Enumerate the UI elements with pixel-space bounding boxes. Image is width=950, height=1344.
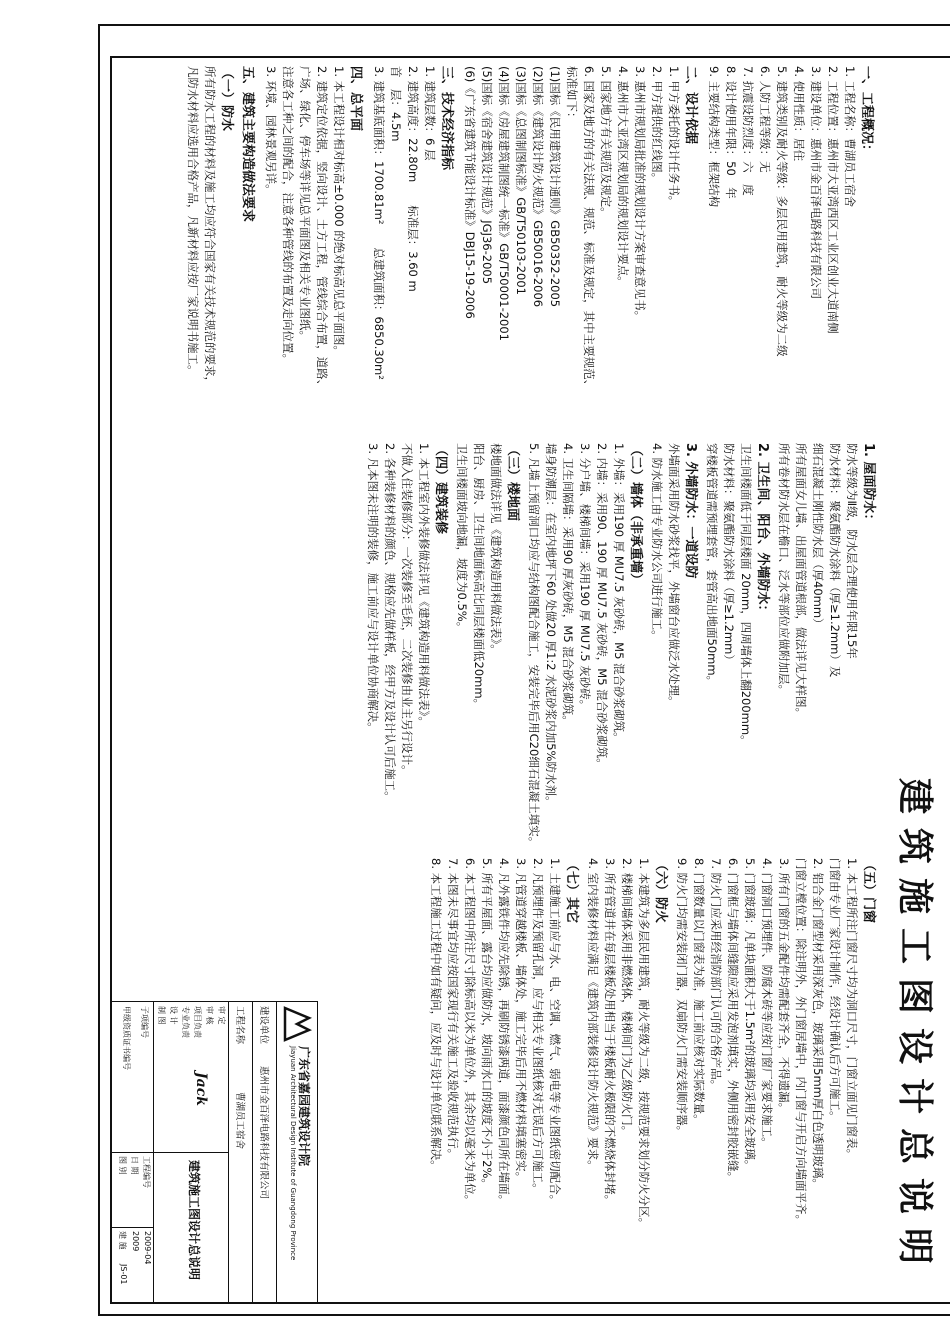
- number-row: [112, 1002, 154, 1302]
- note-line: 6. 人防工程等级：无: [758, 66, 772, 173]
- project-label: 工程名称: [234, 1006, 245, 1045]
- note-line: 1. 甲方委托的设计任务书。: [667, 66, 681, 208]
- note-line: 楼地面做法详见《建筑构造用料做法表》。: [489, 443, 503, 656]
- section-heading: 五、建筑主要构造做法要求: [240, 66, 255, 223]
- client-row: [252, 1002, 277, 1302]
- subsection-heading: （七）其它: [564, 858, 579, 924]
- subsection-heading: （四）建筑装修: [433, 443, 448, 535]
- subsection-heading: （二）墙体（非承重墙）: [628, 443, 643, 587]
- signature: Jack: [193, 1072, 209, 1106]
- role-design: 设 计: [169, 1006, 178, 1025]
- date-label: 日 期: [130, 1156, 139, 1175]
- note-line: 细石混凝土刚性防水层（厚40mm）: [811, 443, 825, 630]
- subsection-heading: 2. 卫生间、阳台、外墙防水：: [755, 443, 770, 618]
- note-line: 3. 惠州市规划局批准的规划设计方案审查意见书。: [633, 66, 647, 323]
- note-line: 所有屋面女儿墙、出屋面管道根部，做法详见大样图。: [794, 443, 808, 719]
- company-name: 广东省嘉园建筑设计院: [297, 1046, 311, 1167]
- note-line: 7. 抗震设防烈度：六 度: [741, 66, 755, 196]
- note-line: 7. 防火门应采用经消防部门认可的合格产品。: [709, 858, 723, 1092]
- note-line: 5. 所有平屋面、露台均应做防水，坡向雨水口的坡度不小于2%。: [480, 858, 494, 1190]
- note-line: 3. 所有管道井在每层楼板处用相当于楼板耐火极限的不燃烧体封堵。: [603, 858, 617, 1207]
- company-logo-icon: [283, 1006, 313, 1042]
- note-line: 3. 建筑基底面积：1700.81m² 总建筑面积：6850.30m²: [372, 66, 386, 380]
- note-line: 8. 设计使用年限：50 年: [724, 66, 738, 199]
- note-line: 4. 使用性质：居住: [792, 66, 806, 162]
- note-line: 注意各工种之间的配合，注意各种管线的布置及走向位置。: [281, 66, 295, 365]
- sheet-category: 建 施: [118, 1231, 127, 1250]
- client-label: 建设单位: [258, 1006, 269, 1045]
- note-line: 墙身防潮层：在室内地坪下60 处做20 厚1:2 水泥砂浆内加5%防水剂。: [544, 443, 558, 808]
- note-line: 门窗由专业厂家设计制作，经设计确认后方可施工。: [828, 858, 842, 1123]
- sheet-number: JS-01: [119, 1264, 128, 1285]
- note-line: 防水材料：聚氨酯防水涂料（厚≥1.2mm）: [722, 443, 736, 666]
- rotated-drawing-frame: [98, 24, 950, 1316]
- note-line: (3)国标《总图制图标准》GB/T50103-2001: [514, 66, 528, 295]
- note-line: 3. 凡管道穿越楼板、墙体处，施工完毕后用不燃材料填塞密实。: [514, 858, 528, 1184]
- note-line: 1. 建筑层数：6 层: [423, 66, 437, 161]
- note-line: 1. 本工程室内外装修做法详见《建筑构造用料做法表》。: [417, 443, 431, 728]
- date-value: 2009: [131, 1231, 140, 1252]
- note-line: 1. 本建筑为多层民用建筑，耐火等级为二级，按规范要求划分防火分区。: [637, 858, 651, 1230]
- note-line: 7. 本图未尽事宜均应按国家现行有关施工及验收规范执行。: [446, 858, 460, 1161]
- note-line: 6. 本工程图中所注尺寸除标高以米为单位外，其余均以毫米为单位。: [463, 858, 477, 1207]
- note-line: 2. 甲方提供的红线图。: [650, 66, 664, 185]
- project-number: 2009-04: [143, 1231, 152, 1265]
- roles-row: [153, 1002, 229, 1302]
- note-line: 卫生间楼面坡向地漏，坡度为0.5%。: [455, 443, 469, 634]
- note-line: 3. 凡本图未注明的装修，施工前应与设计单位协商解决。: [366, 443, 380, 734]
- client-name: 惠州市金百泽电路科技有限公司: [258, 1066, 269, 1200]
- note-line: (2)国标《建筑设计防火规范》GB50016-2006: [531, 66, 545, 308]
- note-line: 4. 卫生间隔墙：采用90 厚灰砂砖，M5 混合砂浆砌筑。: [561, 443, 575, 727]
- note-line: 8. 门窗数量以门窗表为准，施工前应核对实际数量。: [692, 858, 706, 1126]
- note-line: 防水材料：聚氨酯防水涂料（厚≥1.2mm）及: [828, 443, 842, 678]
- role-approve: 审 定: [217, 1006, 226, 1025]
- section-heading: 三、技术经济指标: [439, 66, 454, 171]
- notes-column-3: [427, 858, 881, 1308]
- note-line: 4. 惠州市大亚湾区规划局的规划设计要点。: [616, 66, 630, 288]
- subsection-heading: （六）防火: [653, 858, 668, 924]
- note-line: 1. 本工程所注门窗尺寸均为洞口尺寸，门窗立面见门窗表。: [845, 858, 859, 1161]
- note-line: 4. 室内装修材料应满足《建筑内部装修设计防火规范》要求。: [586, 858, 600, 1172]
- drawing-name: 建筑施工图设计总说明: [187, 1160, 201, 1281]
- note-line: 5. 国家地方有关规范及规定。: [599, 66, 613, 219]
- sub-no-label: 子项编号: [140, 1006, 149, 1038]
- note-line: 3. 环境、园林景观另详。: [264, 66, 278, 196]
- section-heading: 二、设计依据: [683, 66, 698, 145]
- note-line: 广场、绿化、停车场等详见总平面图及相关专业图纸。: [298, 66, 312, 342]
- note-line: 6. 门窗框与墙体间缝隙应采用发泡剂填实，外侧用密封胶嵌缝。: [726, 858, 740, 1184]
- note-line: 凡防水材料应选用合格产品，凡新材料应按厂家说明书施工。: [186, 66, 200, 377]
- note-line: 2. 建筑定位依据，竖向设计、土方工程，管线综合布置，道路、: [315, 66, 329, 392]
- section-heading: 四、总平面: [348, 66, 363, 132]
- note-line: 5. 门窗玻璃：凡单块面积大于1.5m²的玻璃均采用安全玻璃。: [743, 858, 757, 1172]
- note-line: 2. 楼梯间墙体采用非燃烧体，楼梯间门为乙级防火门。: [620, 858, 634, 1138]
- role-review: 审 核: [205, 1006, 214, 1025]
- note-line: 3. 所有门窗的五金配件均需配套齐全，不得遗漏。: [777, 858, 791, 1115]
- company-name-en: Jiayuan Architectural Design Institute of Guangdong Province: [289, 1046, 297, 1261]
- note-line: 卫生间楼面低于同层楼面 20mm，四周墙体上翻200mm。: [739, 443, 753, 747]
- note-line: (5)国标《宿舍建筑设计规范》JGJ36-2005: [480, 66, 494, 285]
- note-line: 4. 防水施工由专业防水公司进行施工。: [650, 443, 664, 642]
- subsection-heading: （三）楼地面: [505, 443, 520, 522]
- project-name: 曹湖员工宿舍: [234, 1092, 245, 1150]
- note-line: 外墙面采用防水砂浆找平，外墙窗台应做泛水处理。: [667, 443, 681, 708]
- note-line: 2. 工程位置：惠州市大亚湾西区工业区创业大道南侧: [826, 66, 840, 334]
- note-line: 1. 工程名称：曹湖员工宿舍: [843, 66, 857, 208]
- note-line: 穿楼板管道需预埋套管，套管高出地面50mm。: [705, 443, 719, 688]
- subsection-heading: （一）防水: [219, 66, 234, 132]
- note-line: (4)国标《房屋建筑制图统一标准》GB/T50001-2001: [497, 66, 511, 341]
- subsection-heading: 3. 外墙防水：一道设防: [683, 443, 698, 579]
- note-line: 不做入住装修部分：一次装修至毛坯，二次装修由业主另行设计。: [400, 443, 414, 777]
- notes-column-1: [184, 66, 881, 426]
- note-line: 2. 凡预埋件及预留孔洞，应与相关专业图纸核对无误后方可施工。: [531, 858, 545, 1195]
- title-block-company-row: [276, 1002, 317, 1302]
- note-line: 6. 国家及地方的有关法规、规范、标准及规定，其中主要规范、: [582, 66, 596, 392]
- note-line: 所有卷材防水层在檐口、泛水等部位应做附加层。: [777, 443, 791, 696]
- note-line: 4. 凡外露铁件均应先除锈，再刷防锈漆两道，面漆颜色同所在墙面。: [497, 858, 511, 1207]
- note-line: 标准如下：: [565, 66, 579, 124]
- note-line: 9. 防火门均需安装闭门器，双扇防火门需安装顺序器。: [675, 858, 689, 1138]
- note-line: 2. 各种装修材料的颜色、规格应先做样板，经甲方及设计认可后施工。: [383, 443, 397, 803]
- notes-column-2: [364, 443, 881, 849]
- note-line: 2. 铝合金门窗型材采用深灰色，玻璃采用5mm厚白色透明玻璃。: [811, 858, 825, 1190]
- note-line: 1. 土建施工前应与水、电、空调、燃气、弱电等专业图纸密切配合。: [548, 858, 562, 1207]
- note-line: 3. 建设单位：惠州市金百泽电路科技有限公司: [809, 66, 823, 300]
- drawing-title: 建筑施工图设计总说明: [894, 778, 935, 1279]
- note-line: 1. 本工程设计相对标高±0.000 的绝对标高见总平面图。: [332, 66, 346, 357]
- note-line: 2. 内墙：采用90、190 厚 MU7.5 灰砂砖，M5 混合砂浆砌筑。: [595, 443, 609, 770]
- note-line: 所有防水工程的材料及施工均应符合国家有关技术规范的要求，: [203, 66, 217, 388]
- cert-label: 甲级资质证书编号: [122, 1006, 131, 1070]
- note-line: 9. 主要结构类型：框架结构: [707, 66, 721, 208]
- note-line: 4. 门窗洞口预埋件、防腐木砖等应按门窗厂家要求施工。: [760, 858, 774, 1149]
- note-line: 首 层：4.5m: [389, 66, 403, 142]
- subsection-heading: （五）门窗: [861, 858, 876, 924]
- role-draft: 制 图: [157, 1006, 166, 1025]
- title-block: [112, 1001, 318, 1302]
- note-line: 1. 外墙：采用190 厚 MU7.5 灰砂砖，M5 混合砂浆砌筑。: [612, 443, 626, 744]
- note-line: 阳台、厨房、卫生间地面标高比同层楼面低20mm。: [472, 443, 486, 711]
- number-label: 工程编号: [142, 1156, 151, 1188]
- note-line: 防水等级为Ⅱ级，防水层合理使用年限15年: [845, 443, 859, 659]
- subsection-heading: 1. 屋面防水：: [861, 443, 876, 527]
- note-line: (6)《广东省建筑节能设计标准》DBJ15-19-2006: [463, 66, 477, 319]
- project-row: [228, 1002, 253, 1302]
- sheet-label: 图 别: [118, 1156, 127, 1175]
- note-line: 3. 分户墙、楼梯间墙：采用190 厚 MU7.5 灰砂砖。: [578, 443, 592, 712]
- role-project-lead: 项目负责: [193, 1006, 202, 1038]
- note-line: 8. 本工程施工过程中如有疑问，应及时与设计单位联系解决。: [429, 858, 443, 1172]
- note-line: 5. 凡墙上预留洞口均应与结构图配合施工，安装完毕后用C20细石混凝土填实。: [527, 443, 541, 849]
- note-line: 5. 建筑类别及耐火等级：多层民用建筑，耐火等级为二级: [775, 66, 789, 357]
- note-line: (1)国标《民用建筑设计通则》GB50352-2005: [548, 66, 562, 308]
- note-line: 2. 建筑高度：22.80m 标准层：3.60 m: [406, 66, 420, 292]
- inner-frame: [110, 56, 950, 1304]
- section-heading: 一、工程概况：: [859, 66, 874, 158]
- note-line: 门窗立樘位置：除注明外，外门窗居墙中，内门窗与开启方向墙面平齐。: [794, 858, 808, 1226]
- role-discipline-lead: 专业负责: [181, 1006, 190, 1038]
